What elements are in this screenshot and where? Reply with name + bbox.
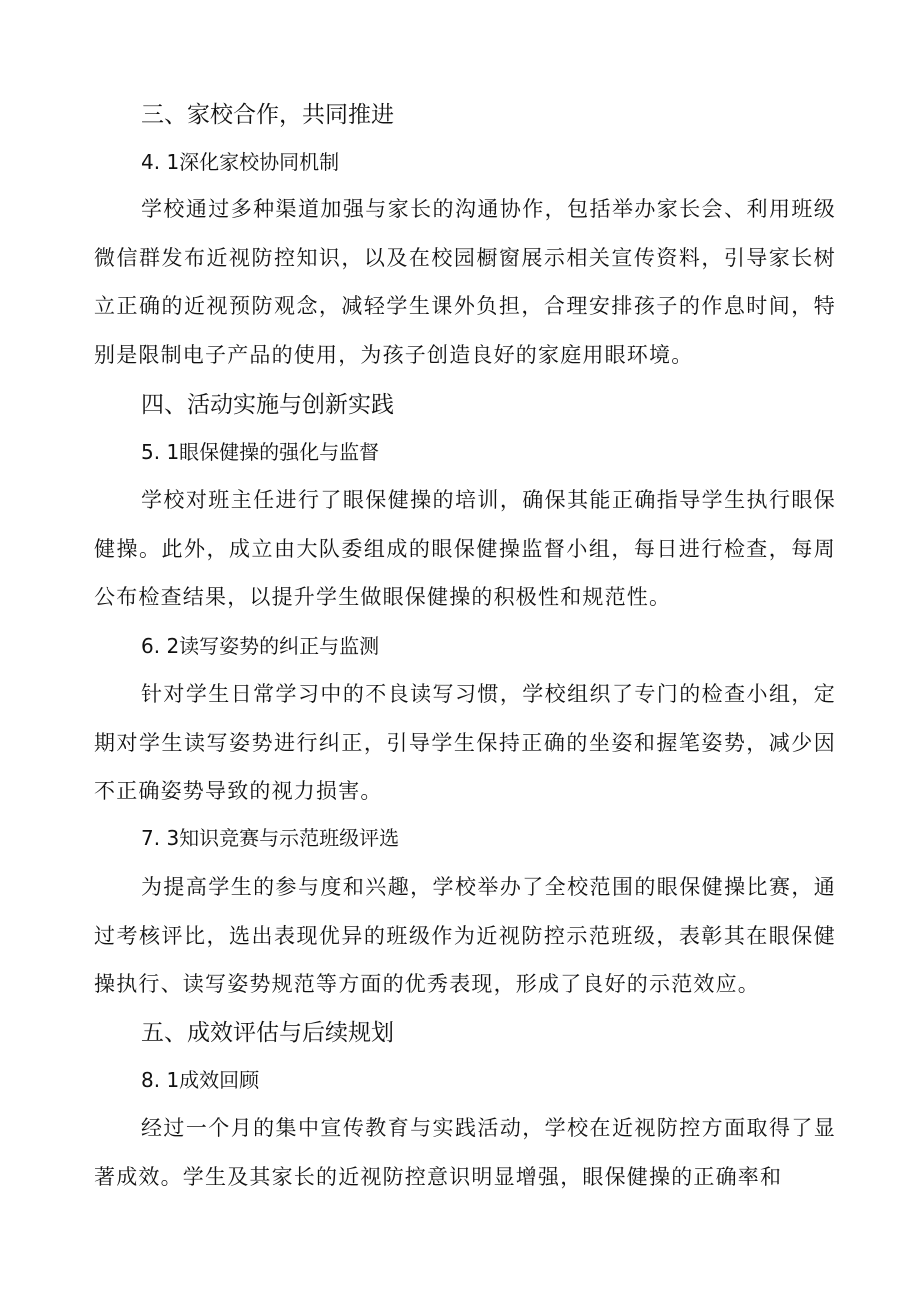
subsection-title-4-1: 4. 1深化家校协同机制	[141, 150, 340, 174]
subsection-title-6-2: 6. 2读写姿势的纠正与监测	[141, 634, 380, 658]
paragraph-home-school-cooperation: 学校通过多种渠道加强与家长的沟通协作，包括举办家长会、利用班级微信群发布近视防控知识，以及在校园橱窗展示相关宣传资料，引导家长树立正确的近视预防观念，减轻学生课外负担，合理安排孩子的作息时间，特别是限制电子产品的使用，为孩子创造良好的家庭用眼环境。	[94, 197, 836, 367]
paragraph-posture-correction: 针对学生日常学习中的不良读写习惯，学校组织了专门的检查小组，定期对学生读写姿势进行纠正，引导学生保持正确的坐姿和握笔姿势，减少因不正确姿势导致的视力损害。	[94, 682, 836, 803]
paragraph-eye-exercise: 学校对班主任进行了眼保健操的培训，确保其能正确指导学生执行眼保健操。此外，成立由大队委组成的眼保健操监督小组，每日进行检查，每周公布检查结果，以提升学生做眼保健操的积极性和规范性。	[94, 488, 836, 609]
subsection-title-8-1: 8. 1成效回顾	[141, 1068, 260, 1092]
section-heading-5: 五、成效评估与后续规划	[141, 1020, 394, 1046]
paragraph-results-review: 经过一个月的集中宣传教育与实践活动，学校在近视防控方面取得了显著成效。学生及其家长的近视防控意识明显增强，眼保健操的正确率和	[94, 1116, 836, 1189]
section-heading-3: 三、家校合作，共同推进	[141, 102, 394, 128]
subsection-title-5-1: 5. 1眼保健操的强化与监督	[141, 440, 380, 464]
subsection-title-7-3: 7. 3知识竞赛与示范班级评选	[141, 826, 400, 850]
paragraph-competition: 为提高学生的参与度和兴趣，学校举办了全校范围的眼保健操比赛，通过考核评比，选出表现优异的班级作为近视防控示范班级，表彰其在眼保健操执行、读写姿势规范等方面的优秀表现，形成了良好的示范效应。	[94, 875, 836, 996]
section-heading-4: 四、活动实施与创新实践	[141, 392, 394, 418]
